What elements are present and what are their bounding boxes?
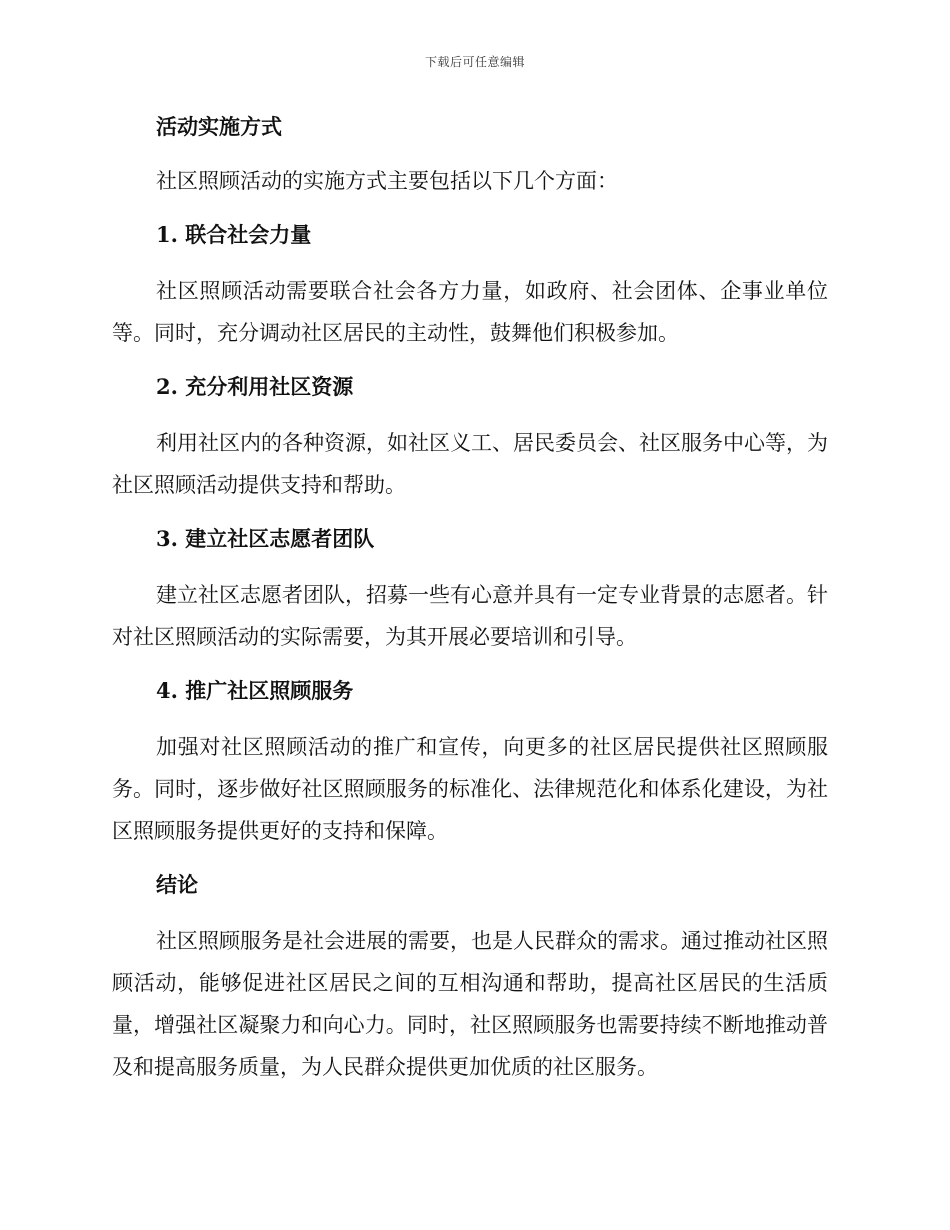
header-note: 下载后可任意编辑 — [424, 55, 525, 69]
item-heading-2: 2. 充分利用社区资源 — [156, 374, 354, 399]
item-paragraph-2: 利用社区内的各种资源，如社区义工、居民委员会、社区服务中心等，为社区照顾活动提供支持和帮助。 — [112, 431, 828, 497]
intro-paragraph: 社区照顾活动的实施方式主要包括以下几个方面： — [156, 169, 618, 193]
item-heading-1: 1. 联合社会力量 — [156, 222, 312, 247]
document-content — [112, 106, 828, 1088]
item-paragraph-4: 加强对社区照顾活动的推广和宣传，向更多的社区居民提供社区照顾服务。同时，逐步做好社区照顾服务的标准化、法律规范化和体系化建设，为社区照顾服务提供更好的支持和保障。 — [112, 735, 828, 843]
item-heading-4: 4. 推广社区照顾服务 — [156, 678, 354, 703]
item-paragraph-3: 建立社区志愿者团队，招募一些有心意并具有一定专业背景的志愿者。针对社区照顾活动的实际需要，为其开展必要培训和引导。 — [112, 583, 828, 649]
conclusion-paragraph: 社区照顾服务是社会进展的需要，也是人民群众的需求。通过推动社区照顾活动，能够促进社区居民之间的互相沟通和帮助，提高社区居民的生活质量，增强社区凝聚力和向心力。同时，社区照顾服务也需要持续不断地推动普及和提高服务质量，为人民群众提供更加优质的社区服务。 — [112, 929, 828, 1079]
item-heading-3: 3. 建立社区志愿者团队 — [156, 526, 375, 551]
section-title: 活动实施方式 — [156, 114, 282, 139]
conclusion-heading: 结论 — [156, 872, 198, 897]
item-paragraph-1: 社区照顾活动需要联合社会各方力量，如政府、社会团体、企事业单位等。同时，充分调动社区居民的主动性，鼓舞他们积极参加。 — [112, 279, 828, 345]
